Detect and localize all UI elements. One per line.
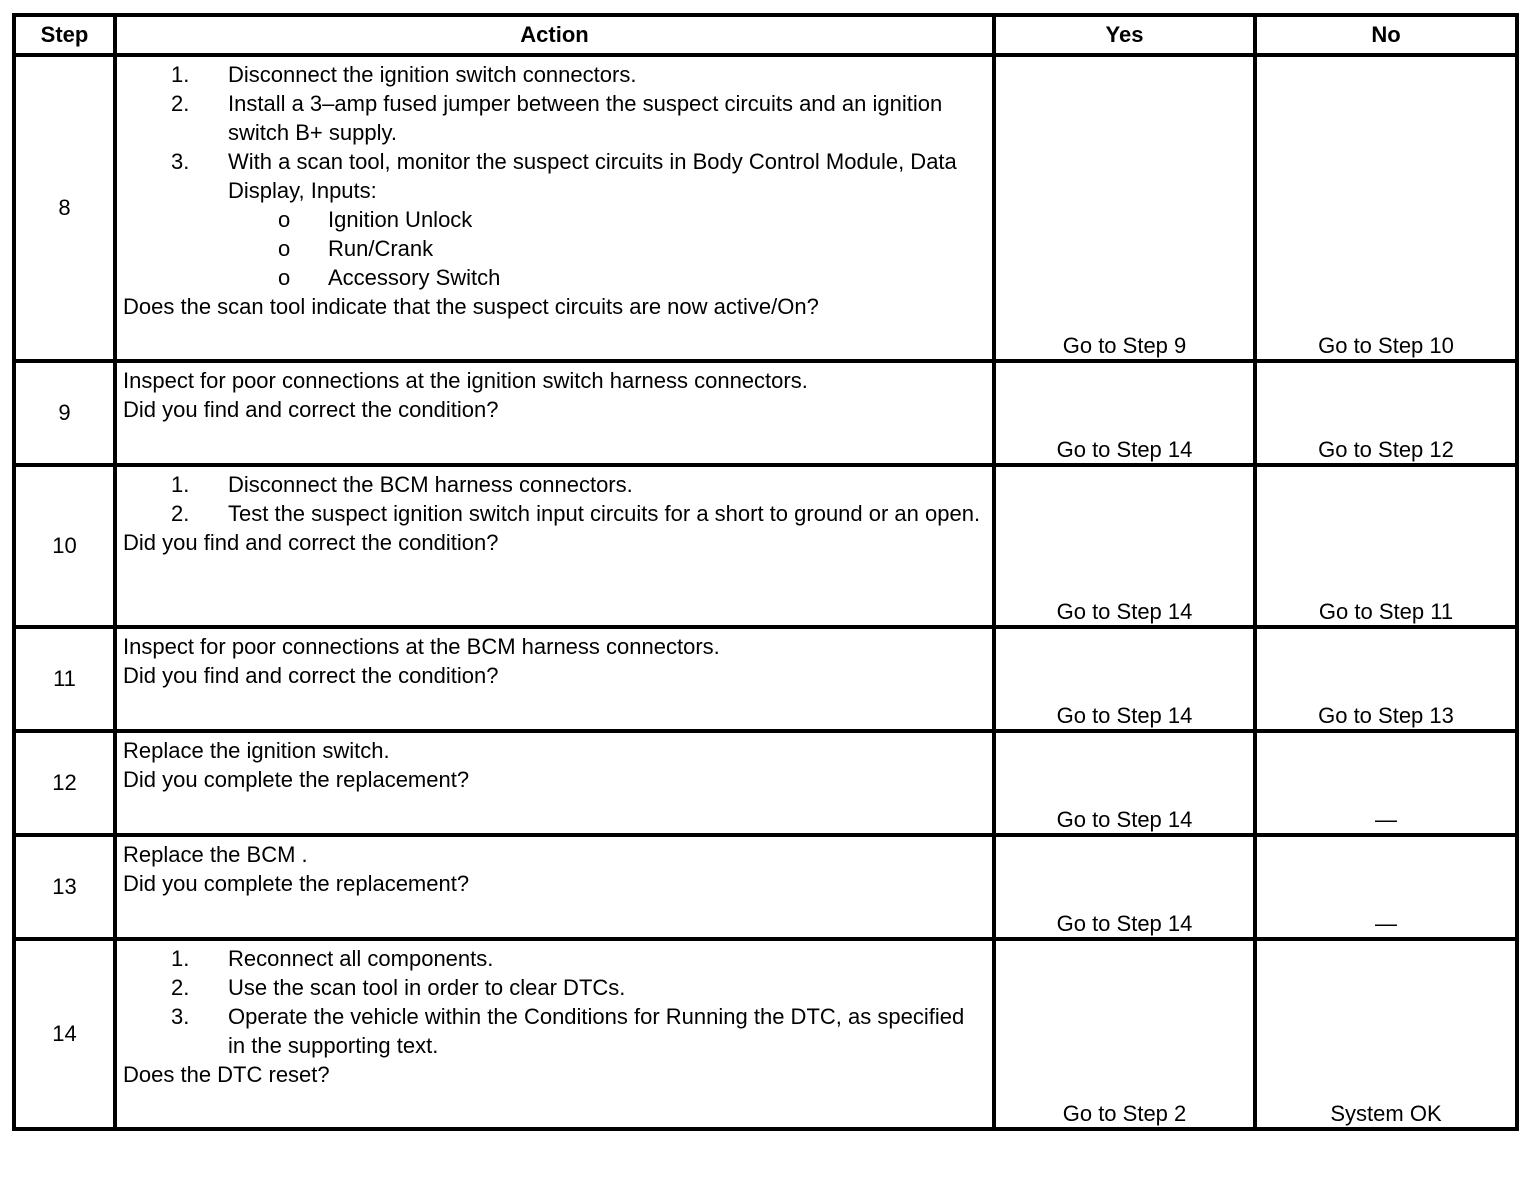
step-number: 8 — [14, 55, 115, 361]
question: Did you find and correct the condition? — [123, 397, 499, 422]
yes-result: Go to Step 14 — [994, 627, 1255, 731]
step-number: 9 — [14, 361, 115, 465]
question: Did you complete the replacement? — [123, 767, 470, 792]
list-item: 1. Reconnect all components. — [171, 946, 494, 971]
action-cell — [115, 939, 994, 1129]
instructions — [123, 60, 986, 292]
numbered-list — [123, 60, 986, 292]
header-yes: Yes — [994, 15, 1255, 55]
numbered-list — [123, 470, 986, 528]
step-number: 12 — [14, 731, 115, 835]
bullet-marker: o — [278, 236, 291, 261]
question: Did you find and correct the condition? — [123, 530, 499, 555]
header-action: Action — [115, 15, 994, 55]
table-row — [14, 731, 1517, 835]
no-result: Go to Step 10 — [1255, 55, 1517, 361]
action-cell — [115, 361, 994, 465]
no-result: System OK — [1255, 939, 1517, 1129]
yes-result: Go to Step 14 — [994, 361, 1255, 465]
diagnostic-table-container — [12, 13, 1519, 1131]
list-item: 3. With a scan tool, monitor the suspect circuits in Body Control Module, Data Display, Inputs: o Ignition Unlock o Run/Crank o Accessory Switch — [123, 147, 986, 292]
yes-result: Go to Step 9 — [994, 55, 1255, 361]
list-item: 2. Install a 3–amp fused jumper between the suspect circuits and an ignition switch B+ supply. — [171, 91, 943, 145]
list-item: 3. Operate the vehicle within the Conditions for Running the DTC, as specified in the supporting text. — [171, 1004, 965, 1058]
action-cell — [115, 465, 994, 627]
instruction-text: Inspect for poor connections at the ignition switch harness connectors. — [123, 368, 808, 393]
no-result: — — [1255, 731, 1517, 835]
bullet-item: o Run/Crank — [278, 236, 434, 261]
bullet-list — [228, 205, 986, 292]
instructions — [123, 470, 986, 528]
action-cell — [115, 55, 994, 361]
instruction-text: Replace the BCM . — [123, 842, 308, 867]
table-row — [14, 55, 1517, 361]
action-cell — [115, 627, 994, 731]
no-result: Go to Step 13 — [1255, 627, 1517, 731]
table-row — [14, 939, 1517, 1129]
no-result: — — [1255, 835, 1517, 939]
header-row — [14, 15, 1517, 55]
numbered-list — [123, 944, 986, 1060]
instruction-text: Inspect for poor connections at the BCM harness connectors. — [123, 634, 720, 659]
question: Did you complete the replacement? — [123, 871, 470, 896]
yes-result: Go to Step 14 — [994, 465, 1255, 627]
list-item: 1. Disconnect the BCM harness connectors. — [171, 472, 633, 497]
yes-result: Go to Step 14 — [994, 731, 1255, 835]
bullet-marker: o — [278, 207, 291, 232]
instructions — [123, 944, 986, 1060]
question: Does the DTC reset? — [123, 1062, 330, 1087]
header-step: Step — [14, 15, 115, 55]
diagnostic-table — [12, 13, 1519, 1131]
bullet-item: o Accessory Switch — [278, 265, 501, 290]
step-number: 10 — [14, 465, 115, 627]
step-number: 13 — [14, 835, 115, 939]
table-row — [14, 835, 1517, 939]
table-row — [14, 465, 1517, 627]
table-row — [14, 627, 1517, 731]
list-item: 1. Disconnect the ignition switch connectors. — [171, 62, 637, 87]
yes-result: Go to Step 14 — [994, 835, 1255, 939]
action-cell — [115, 835, 994, 939]
yes-result: Go to Step 2 — [994, 939, 1255, 1129]
action-cell — [115, 731, 994, 835]
no-result: Go to Step 12 — [1255, 361, 1517, 465]
question: Does the scan tool indicate that the suspect circuits are now active/On? — [123, 294, 819, 319]
list-item: 2. Use the scan tool in order to clear DTCs. — [171, 975, 626, 1000]
table-row — [14, 361, 1517, 465]
bullet-marker: o — [278, 265, 291, 290]
instruction-text: Replace the ignition switch. — [123, 738, 390, 763]
question: Did you find and correct the condition? — [123, 663, 499, 688]
step-number: 11 — [14, 627, 115, 731]
header-no: No — [1255, 15, 1517, 55]
step-number: 14 — [14, 939, 115, 1129]
no-result: Go to Step 11 — [1255, 465, 1517, 627]
list-item: 2. Test the suspect ignition switch input circuits for a short to ground or an open. — [171, 501, 981, 526]
bullet-item: o Ignition Unlock — [278, 207, 473, 232]
